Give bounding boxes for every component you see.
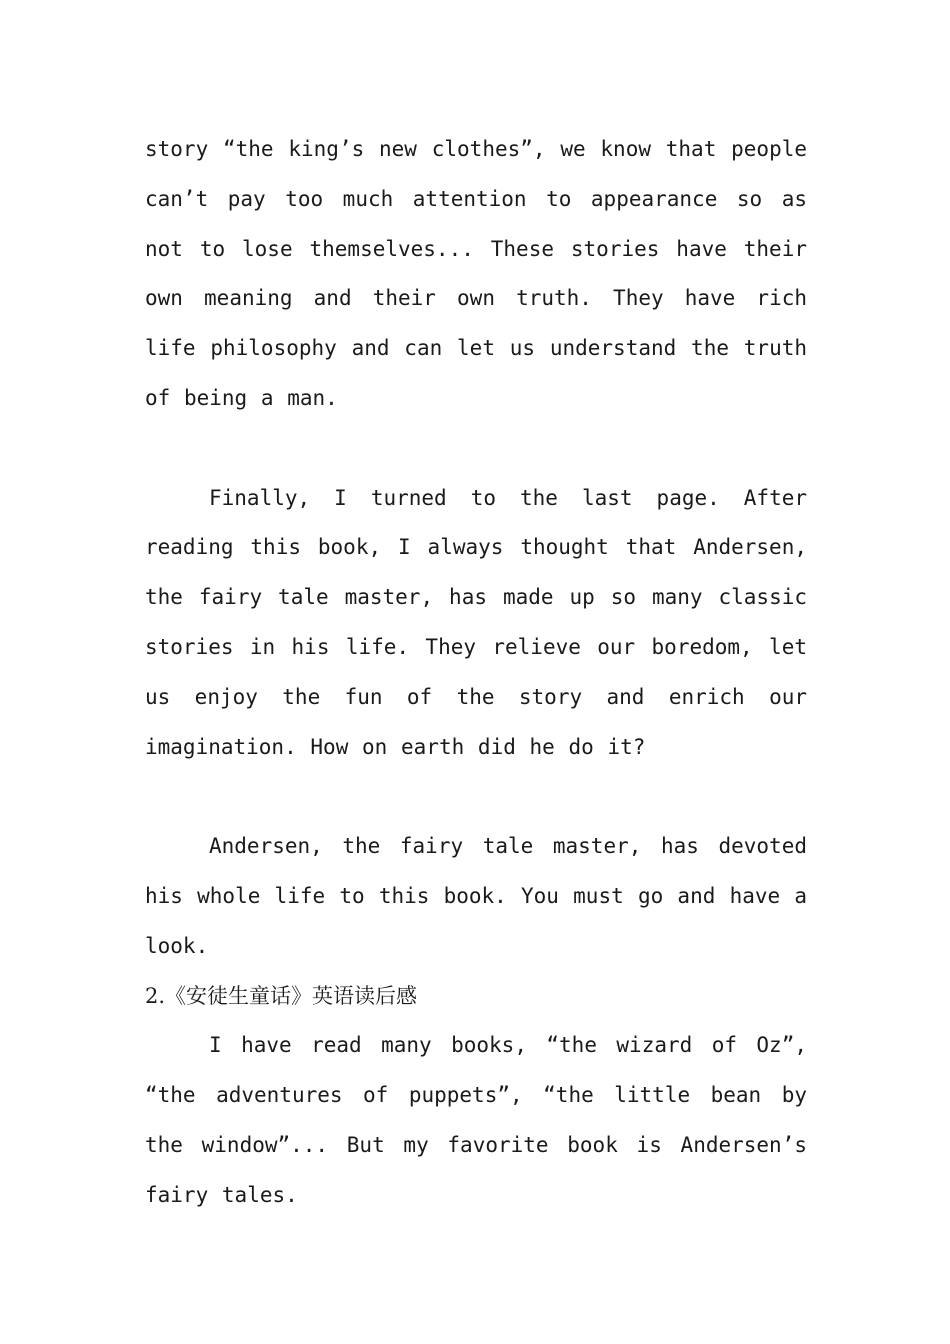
- document-body: [145, 125, 807, 1221]
- section-heading: 2.《安徒生童话》英语读后感: [145, 983, 418, 1008]
- paragraph-gap: [145, 772, 807, 822]
- paragraph-many-books: I have read many books, “the wizard of Oz”, “the adventures of puppets”, “the little bean by the window”... But my favorite book is Andersen’s fairy tales.: [145, 1033, 807, 1207]
- paragraph-gap: [145, 424, 807, 474]
- paragraph-kings-new-clothes: story “the king’s new clothes”, we know that people can’t pay too much attention to appearance so as not to lose themselves... These stories have their own meaning and their own truth. They have rich life philosophy and can let us understand the truth of being a man.: [145, 137, 807, 410]
- paragraph-devoted-life: Andersen, the fairy tale master, has devoted his whole life to this book. You must go and have a look.: [145, 834, 807, 958]
- paragraph-last-page: Finally, I turned to the last page. After reading this book, I always thought that Andersen, the fairy tale master, has made up so many classic stories in his life. They relieve our boredom, let us enjoy the fun of the story and enrich our imagination. How on earth did he do it?: [145, 485, 807, 759]
